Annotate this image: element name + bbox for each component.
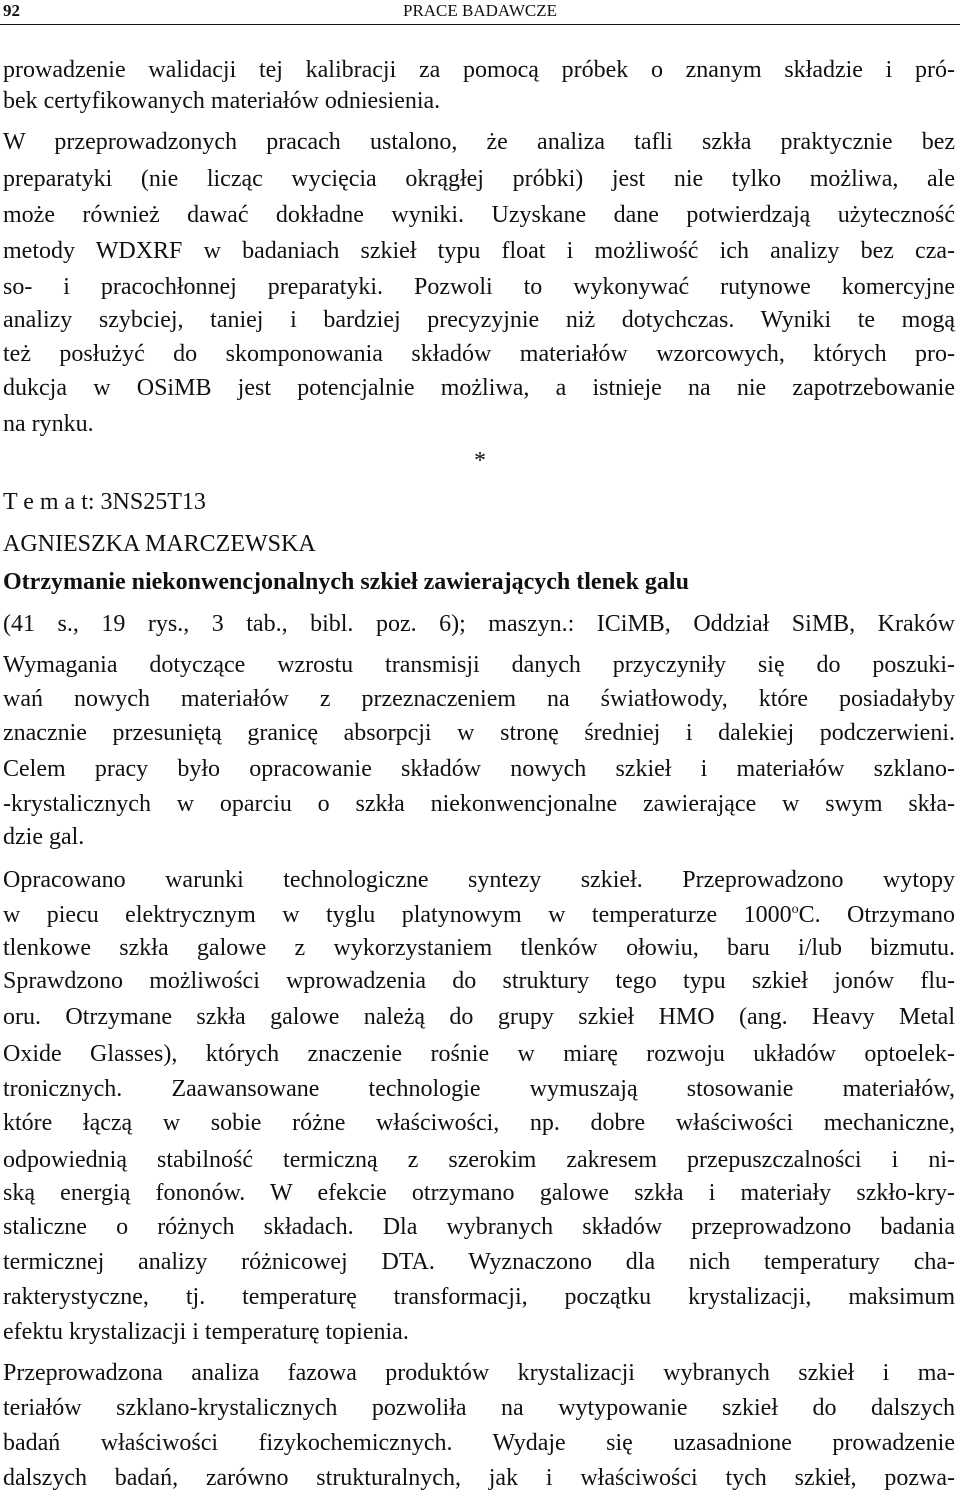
text-line: efektu krystalizacji i temperaturę topienia. bbox=[3, 1319, 409, 1345]
text-line: preparatyki (nie licząc wycięcia okrągłej próbki) jest nie tylko możliwa, ale bbox=[3, 166, 955, 192]
text-line: Opracowano warunki technologiczne syntezy szkieł. Przeprowadzono wytopy bbox=[3, 867, 955, 893]
page-number: 92 bbox=[3, 1, 20, 20]
text-line: Celem pracy było opracowanie składów nowych szkieł i materiałów szklano- bbox=[3, 756, 955, 782]
text-line: dukcja w OSiMB jest potencjalnie możliwa, a istnieje na nie zapotrzebowanie bbox=[3, 375, 955, 401]
text-line: staliczne o różnych składach. Dla wybranych składów przeprowadzono badania bbox=[3, 1214, 955, 1240]
degree-superscript: o bbox=[791, 902, 799, 917]
text-line: so- i pracochłonnej preparatyki. Pozwoli to wykonywać rutynowe komercyjne bbox=[3, 274, 955, 300]
text-line: ską energią fononów. W efekcie otrzymano galowe szkła i materiały szkło-kry- bbox=[3, 1180, 955, 1206]
text-line: tronicznych. Zaawansowane technologie wymuszają stosowanie materiałów, bbox=[3, 1076, 955, 1102]
text-line: -krystalicznych w oparciu o szkła niekonwencjonalne zawierające w swym skła- bbox=[3, 791, 955, 817]
text-line: dalszych badań, zarówno strukturalnych, jak i właściwości tych szkieł, pozwa- bbox=[3, 1465, 955, 1491]
page-header bbox=[0, 0, 960, 24]
text-line: znacznie przesuniętą granicę absorpcji w stronę średniej i dalekiej podczerwieni. bbox=[3, 720, 955, 746]
report-title: Otrzymanie niekonwencjonalnych szkieł zawierających tlenek galu bbox=[3, 569, 689, 595]
text-line: termicznej analizy różnicowej DTA. Wyznaczono dla nich temperatury cha- bbox=[3, 1249, 955, 1275]
text-line: metody WDXRF w badaniach szkieł typu float i możliwość ich analizy bez cza- bbox=[3, 238, 955, 264]
text-line: dzie gal. bbox=[3, 824, 85, 850]
text-line: może również dawać dokładne wyniki. Uzyskane dane potwierdzają użyteczność bbox=[3, 202, 955, 228]
text-fragment: C. Otrzymano bbox=[798, 902, 955, 928]
report-details: (41 s., 19 rys., 3 tab., bibl. poz. 6); maszyn.: ICiMB, Oddział SiMB, Kraków bbox=[3, 611, 955, 637]
text-line: odpowiednią stabilność termiczną z szerokim zakresem przepuszczalności i ni- bbox=[3, 1147, 955, 1173]
author-name: AGNIESZKA MARCZEWSKA bbox=[3, 531, 316, 557]
text-line: rakterystyczne, tj. temperaturę transformacji, początku krystalizacji, maksimum bbox=[3, 1284, 955, 1310]
text-line: oru. Otrzymane szkła galowe należą do grupy szkieł HMO (ang. Heavy Metal bbox=[3, 1004, 955, 1030]
text-line bbox=[3, 900, 955, 930]
text-line: Przeprowadzona analiza fazowa produktów krystalizacji wybranych szkieł i ma- bbox=[3, 1360, 955, 1386]
section-separator: * bbox=[474, 448, 486, 474]
text-line: na rynku. bbox=[3, 411, 94, 437]
text-line: Wymagania dotyczące wzrostu transmisji danych przyczyniły się do poszuki- bbox=[3, 652, 955, 678]
text-line: bek certyfikowanych materiałów odniesienia. bbox=[3, 88, 441, 114]
text-line: wań nowych materiałów z przeznaczeniem na światłowody, które posiadałyby bbox=[3, 686, 955, 712]
header-rule bbox=[0, 24, 960, 25]
text-line: badań właściwości fizykochemicznych. Wydaje się uzasadnione prowadzenie bbox=[3, 1430, 955, 1456]
text-line: też posłużyć do skomponowania składów materiałów wzorcowych, których pro- bbox=[3, 341, 955, 367]
topic-code: T e m a t: 3NS25T13 bbox=[3, 489, 206, 515]
text-line: które łączą w sobie różne właściwości, np. dobre właściwości mechaniczne, bbox=[3, 1110, 955, 1136]
text-line: analizy szybciej, taniej i bardziej precyzyjnie niż dotychczas. Wyniki te mogą bbox=[3, 307, 955, 333]
text-line: prowadzenie walidacji tej kalibracji za pomocą próbek o znanym składzie i pró- bbox=[3, 57, 955, 83]
text-line: Sprawdzono możliwości wprowadzenia do struktury tego typu szkieł jonów flu- bbox=[3, 968, 955, 994]
text-fragment: w piecu elektrycznym w tyglu platynowym w temperaturze 1000 bbox=[3, 902, 792, 928]
running-head: PRACE BADAWCZE bbox=[402, 1, 557, 20]
text-line: Oxide Glasses), których znaczenie rośnie w miarę rozwoju układów optoelek- bbox=[3, 1041, 955, 1067]
text-line: tlenkowe szkła galowe z wykorzystaniem tlenków ołowiu, baru i/lub bizmutu. bbox=[3, 935, 955, 961]
text-line: teriałów szklano-krystalicznych pozwoliła na wytypowanie szkieł do dalszych bbox=[3, 1395, 955, 1421]
text-line: W przeprowadzonych pracach ustalono, że analiza tafli szkła praktycznie bez bbox=[3, 129, 955, 155]
